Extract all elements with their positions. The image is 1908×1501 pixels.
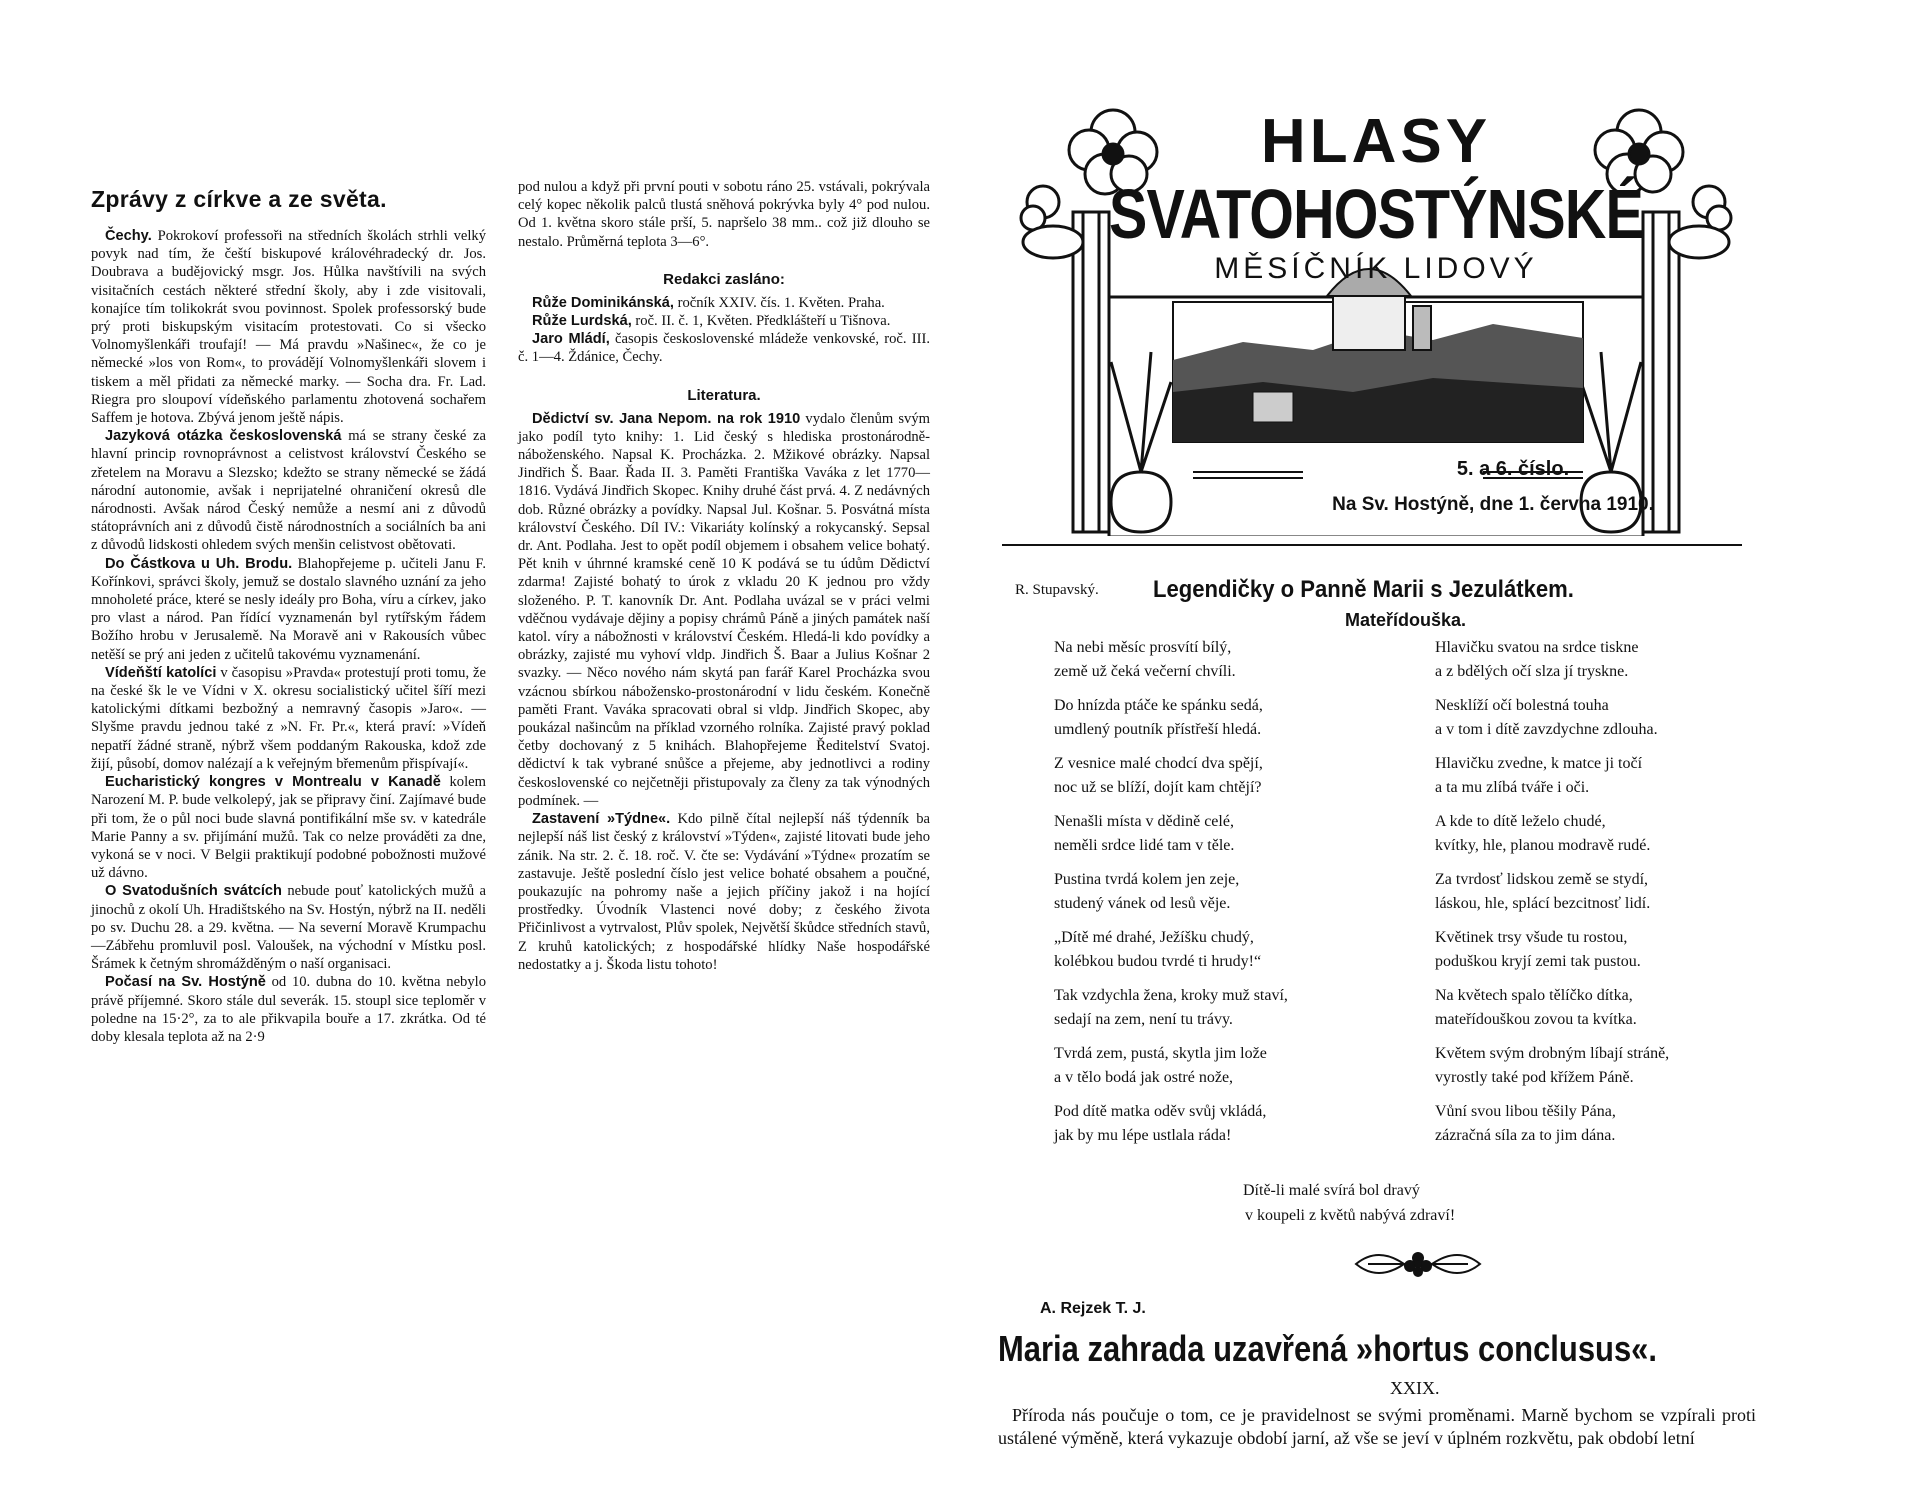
poem-line: studený vánek od lesů věje. — [1054, 895, 1231, 912]
poem-line: a ta mu zlíbá tváře i oči. — [1435, 779, 1590, 796]
paragraph-lead: Dědictví sv. Jana Nepom. na rok 1910 — [532, 410, 801, 427]
left-column-1 — [91, 178, 486, 1046]
poem-line: Květem svým drobným líbají stráně, — [1435, 1045, 1670, 1062]
poem-line: Tak vzdychla žena, kroky muž staví, — [1054, 987, 1288, 1004]
poem-stanza — [1054, 926, 1288, 974]
poem-line: Hlavičku svatou na srdce tiskne — [1435, 639, 1639, 656]
poem-line: kvítky, hle, planou modravě rudé. — [1435, 837, 1651, 854]
floral-ornament-icon — [1348, 1244, 1488, 1284]
paragraph-lead: Růže Dominikánská, — [532, 294, 674, 311]
literatura-heading: Literatura. — [687, 386, 761, 404]
poem-line: láskou, hle, splácí bezcitnosť lidí. — [1435, 895, 1651, 912]
poem-stanza — [1435, 926, 1669, 974]
issue-date: Na Sv. Hostýně, dne 1. června 1910. — [1332, 494, 1654, 515]
poem-line: mateřídouškou zovou ta kvítka. — [1435, 1011, 1637, 1028]
poem-stanza — [1435, 984, 1669, 1032]
poem-line: sedají na zem, není tu trávy. — [1054, 1011, 1233, 1028]
masthead-title-line1: HLASY — [1260, 107, 1492, 176]
paragraph-lead: Zastavení »Týdne«. — [532, 811, 671, 828]
redakci-list — [518, 294, 930, 367]
poem-stanza — [1054, 1100, 1288, 1148]
paragraph-text: roč. II. č. 1, Květen. Předklášteří u Tišnova. — [631, 313, 891, 330]
poem-line: Hlavičku zvedne, k matce ji točí — [1435, 755, 1643, 772]
masthead — [1013, 92, 1739, 536]
paragraph-lead: Jazyková otázka československá — [105, 428, 342, 445]
poem-line: a z bdělých očí slza jí trysknе. — [1435, 663, 1629, 680]
news-paragraph — [91, 555, 486, 664]
news-paragraph — [518, 410, 930, 810]
poem-line: A kde to dítě leželo chudé, — [1435, 813, 1606, 830]
poem-final-line: Dítě-li malé svírá bol dravý — [1243, 1182, 1420, 1199]
poem-stanza — [1435, 810, 1669, 858]
paragraph-text: kolem Narození M. P. bude velkolepý, jak se připravy činí. Zajímavé bude při tom, že o půl noci bude slavná pontifikální mše sv. v katedrále Marie Panny a sv. přijímání mužů. Tak co nelze prováděti za dne, vykoná se v noci. V Belgii praktikují podobné pobožnosti mužové už dávno. — [91, 774, 486, 882]
poem-line: země už čeká večerní chvíli. — [1054, 663, 1236, 680]
poem-stanza — [1054, 984, 1288, 1032]
article-number: XXIX. — [1390, 1378, 1440, 1398]
paragraph-text: vydalo členům svým jako podíl tyto knihy: 1. Lid český s hlediska prostonárodně-náboženského. Napsal K. Procházka. 2. Mžikové obrázky. Napsal Jindřich Š. Baar. Řada II. 3. Paměti Františka Vaváka z let 1770—1816. Vydává Jindřich Skopec. Knihy druhé část prvá. 4. Z nedávných dob. Různé obrázky a povídky. Napsal Jul. Košnar. 5. Posvátná místa království Českého. Díl IV.: Vikariáty kolínský a rokycanský. Sepsal dr. Ant. Podlaha. Jest to opět podíl objemem i obsahem velice bohatý. Pět knih v úhrnné kramské ceně 10 K podává se tu údům Dědictví zdarma! Zajisté bohatý to úrok z vkladu 20 K jednou pro vždy složeného. P. T. kanovník Dr. Ant. Podlaha uvázal se v práci velmi vděčnou vydávaje dějiny a popisy chrámů Páně a jiných památek naší katol. víry a nábožnosti v království Českém. Hledá-li kdo povídky a obrázky, zajisté mu vyhoví vldp. Jindřich Š. Baar a Julius Košnar 2 svazky. — Něco nového nám skytá pan farář Karel Procházka svou vzácnou sbírkou nábožensko-prostonárodní v lidu českém. Konečně paměti Frant. Vaváka spracovati obral si vldp. Jindřich Skopec, aby poukázal našincům na příklad vzorného rolníka. Zajisté pravý poklad četby dochovaný z 5 knihách. Blahopřejeme Ředitelství Svatoj. dědictví k tak vybrané snůšce a přejeme, aby jednotlivci a rodiny československé co nejčetněji přistupovaly za členy za tak výnodných podmínek. — — [518, 410, 930, 809]
article-body — [998, 1404, 1756, 1450]
article-author: A. Rejzek T. J. — [1040, 1300, 1146, 1317]
poem-final-stanza — [1243, 1178, 1455, 1228]
poem-line: Vůní svou libou těšily Pána, — [1435, 1103, 1616, 1120]
poem-line: Nesklíží očí bolestná touha — [1435, 697, 1609, 714]
poem-stanza — [1435, 1100, 1669, 1148]
paragraph-lead: Eucharistický kongres v Montrealu v Kanadě — [105, 774, 441, 791]
literatura-list — [518, 410, 930, 974]
paragraph-text: časopis československé mládeže venkovské, roč. III. č. 1—4. Ždánice, Čechy. — [518, 331, 930, 366]
poem-line: poduškou kryjí zemi tak pustou. — [1435, 953, 1641, 970]
article-paragraph: Příroda nás poučuje o tom, ce je pravidelnost se svými proměnami. Marně bychom se vzpírali proti ustálené výměně, která vykazuje období jarní, až vše se jeví v úplném rozkvětu, pak období letní — [998, 1405, 1756, 1448]
weather-continuation: pod nulou a když při první pouti v sobotu ráno 25. vstávali, pokrývala celý kopec několik palců tlustá sněhová pokrývka byly 4° pod nulou. Od 1. května skoro stále prší, 5. napršelo 38 mm.. což již dlouho se nestalo. Průměrná teplota 3—6°. — [518, 179, 930, 250]
poem-stanza — [1054, 810, 1288, 858]
poem-stanza — [1054, 752, 1288, 800]
poem-line: a v tělo bodá jak ostré nože, — [1054, 1069, 1234, 1086]
poem-line: Pustina tvrdá kolem jen zeje, — [1054, 871, 1240, 888]
poem-line: neměli srdce lidé tam v těle. — [1054, 837, 1235, 854]
paragraph-text: má se strany české za hlavní princip rovnoprávnost a celistvost království Českého se zřetelem na Moravu a Slezsko; kdežto se strany německé se žádá národní autonomie, avšak i neprijatelné ohraničení okresů dle národnosti. Avšak národ Český nemůže a nesmí ani z důvodů státoprávních ani z důvodů čistě národnostních a sociálních ba ani z důvodů lidskosti ohledem svých menšin celistvost obětovati. — [91, 428, 486, 554]
news-paragraph — [91, 427, 486, 554]
poem-line: Na nebi měsíc prosvítí bílý, — [1054, 639, 1232, 656]
poem-line: zázračná síla za to jim dána. — [1435, 1127, 1616, 1144]
poem-title: Legendičky o Panně Marii s Jezulátkem. — [1153, 576, 1574, 603]
article-title: Maria zahrada uzavřená »hortus conclusus«. — [998, 1328, 1657, 1369]
poem-line: Květinek trsy všude tu rostou, — [1435, 929, 1628, 946]
poem-line: „Dítě mé drahé, Ježíšku chudý, — [1054, 929, 1254, 946]
paragraph-lead: Jaro Mládí, — [532, 331, 610, 348]
poem-line: Do hnízda ptáče ke spánku sedá, — [1054, 697, 1263, 714]
poem-line: vyrostly také pod křížem Páně. — [1435, 1069, 1634, 1086]
poem-final-line: v koupeli z květů nabývá zdraví! — [1245, 1207, 1456, 1224]
masthead-rule — [1002, 544, 1742, 546]
poem-line: jak by mu lépe ustlala ráda! — [1054, 1127, 1232, 1144]
poem-line: a v tom i dítě zavzdychne zdlouha. — [1435, 721, 1658, 738]
poem-author: R. Stupavský. — [1015, 582, 1099, 598]
poem-line: Z vesnice malé chodcí dva spějí, — [1054, 755, 1263, 772]
poem-stanza — [1435, 694, 1669, 742]
poem-line: noc už se blíží, dojít kam chtějí? — [1054, 779, 1262, 796]
paragraph-text: ročník XXIV. čís. 1. Květen. Praha. — [673, 294, 885, 311]
poem-stanza — [1435, 752, 1669, 800]
masthead-title-line2: SVATOHOSTÝNSKÉ — [1109, 175, 1643, 253]
paragraph-lead: Čechy. — [105, 228, 152, 244]
news-paragraph — [91, 973, 486, 1046]
paragraph-text: od 10. dubna do 10. května nebylo právě příjemné. Skoro stále dul severák. 15. stoupl sice teploměr v poledne na 15·2°, za to ale přikvapila bouře a 17. zkrátka. Od té doby klesala teplota až na 2·9 — [91, 974, 486, 1045]
poem-stanza — [1435, 636, 1669, 684]
poem-line: Tvrdá zem, pustá, skytla jim lože — [1054, 1045, 1267, 1062]
paragraph-lead: Počasí na Sv. Hostýně — [105, 974, 266, 991]
poem-stanza — [1435, 868, 1669, 916]
news-paragraph — [518, 810, 930, 974]
paragraph-lead: Vídeňští katolíci — [105, 664, 217, 681]
paragraph-text: v časopisu »Pravda« protestují proti tomu, že na české šk le ve Vídni v X. okresu socialistický učitel šíří mezi katolickými dítkami bezbožný a nemravný časopis »Jaro«. — Slyšme pravdu jednou také z »N. Fr. Pr.«, která praví: »Vídeň nepatří žádné straně, nýbrž všem poddaným Rakouska, kdož zde žijí, působí, domov nalézají a k veřejným břemenům přispívají«. — [91, 664, 486, 772]
news-paragraph — [91, 773, 486, 882]
paragraph-text: nebude pouť katolických mužů a jinochů z okolí Uh. Hradištského na Sv. Hostýn, nýbrž na II. neděli po sv. Duchu 28. a 29. května. — Na severní Moravě Krumpachu—Zábřehu promluvil posl. Valoušek, na východní v Místku posl. Šrámek k četným shromážděným o naší organisaci. — [91, 883, 486, 973]
poem-right-column — [1435, 636, 1669, 1158]
poem-subtitle: Mateřídouška. — [1345, 610, 1467, 630]
paragraph-lead: O Svatodušních svátcích — [105, 883, 282, 900]
paragraph-lead: Do Částkova u Uh. Brodu. — [105, 555, 293, 572]
news-paragraph — [91, 664, 486, 773]
poem-stanza — [1054, 1042, 1288, 1090]
poem-stanza — [1054, 868, 1288, 916]
paragraph-text: Pokrokoví professoři na středních školách strhli velký povyk nad tím, že čeští biskupové královéhradecký dr. Jos. Doubrava a budějovický msgr. Jos. Hůlka navštívili na svých visitačních cestách některé střední školy, aby i zde visitovali, konajíce tím tolikokrát svou povinnost. Spolek professorský bude prý proti biskupským visitacím protestovati. Co si všecko Volnomyšlenkáři troufají! — Má pravdu »Našinec«, že co je německé »los von Rom«, to provádějí Volnomyšlenkáři slovem i tiskem a měl přidati za německé marky. — Socha dra. Fr. Lad. Riegra pro sloupoví vídeňského parlamentu zhotovená sochařem Saffem je hotova. Zbývá jenom ještě nápis. — [91, 228, 486, 427]
section-title: Zprávy z církve a ze světa. — [91, 186, 387, 212]
poem-line: Nenašli místa v dědině celé, — [1054, 813, 1234, 830]
poem-line: Za tvrdosť lidskou země se stydí, — [1435, 871, 1649, 888]
poem-line: umdlený poutník přístřeší hledá. — [1054, 721, 1262, 738]
poem-stanza — [1054, 636, 1288, 684]
poem-line: Pod dítě matka oděv svůj vkládá, — [1054, 1103, 1267, 1120]
news-paragraph — [518, 330, 930, 366]
poem-line: kolébkou budou tvrdé ti hrudy!“ — [1054, 953, 1262, 970]
poem-stanza — [1054, 694, 1288, 742]
left-column-2 — [518, 178, 930, 974]
paragraph-text: Kdo pilně čítal nejlepší náš týdenník ba nejlepší náš list český z království »Týden«, zajisté litovati bude jeho zánik. Na str. 2. č. 18. roč. V. čte se: Vydávání »Týdne« prozatím se zastavuje. Ještě poslední číslo jest velice bohaté obsahem a poučné, poukazujíc na pohromy naše a jejich příčiny jakož i na hojící prostředky. Úvodník Vlastenci nové doby; z českého života Přičinlivost a vytrvalost, Plův spolek, Největší škůdce středních stavů, Z kruhů katolických; z hospodářské hlídky Naše hospodářské nedostatky a j. Škoda listu tohoto! — [518, 811, 930, 973]
poem-left-column — [1054, 636, 1288, 1158]
news-paragraph — [518, 312, 930, 330]
redakci-heading: Redakci zasláno: — [663, 270, 785, 288]
paragraph-lead: Růže Lurdská, — [532, 313, 632, 330]
news-paragraph — [91, 227, 486, 427]
poem-stanza — [1435, 1042, 1669, 1090]
news-items — [91, 227, 486, 1046]
news-paragraph — [91, 882, 486, 973]
masthead-subtitle: MĚSÍČNÍK LIDOVÝ — [1214, 252, 1538, 285]
paragraph-text: Blahopřejeme p. učiteli Janu F. Kořínkovi, správci školy, jemuž se dostalo slavného uznání za jeho mnoholeté práce, které se nesly ideály pro Boha, víru a církev, jako pro vlast a národ. Pan řídící vyznamenán byl rytířským řádem Božího hrobu v Jerusalemě. Na Moravě ani v Rakousích vůbec netěší se prý ani jeden z učitelů takovému vyznamenání. — [91, 555, 487, 663]
poem-line: Na květech spalo tělíčko dítka, — [1435, 987, 1633, 1004]
issue-number: 5. a 6. číslo. — [1456, 458, 1570, 480]
news-paragraph — [518, 294, 930, 312]
